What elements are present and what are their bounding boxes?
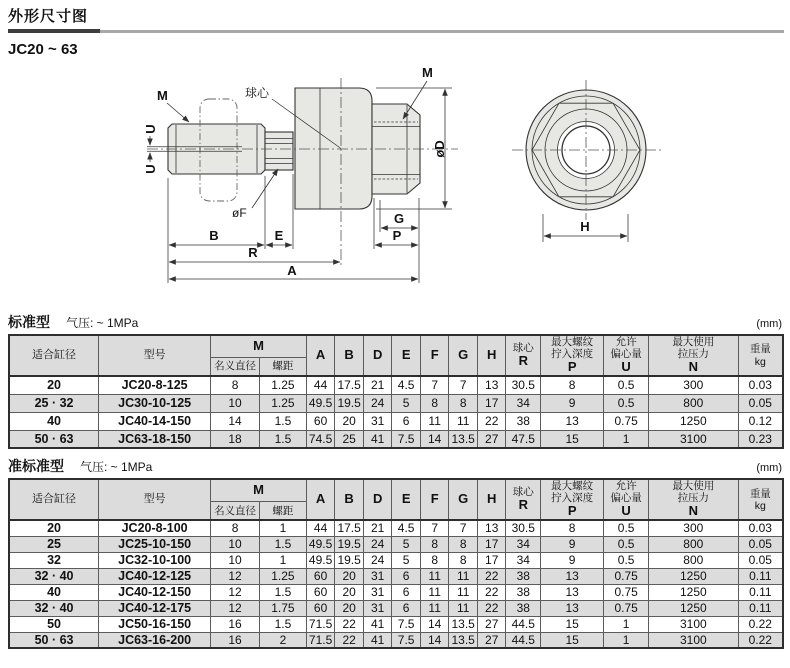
cell-ball-r: 47.5 [506,430,541,448]
cell-a: 44 [306,520,335,536]
cell-g: 13.5 [449,430,478,448]
cell-a: 49.5 [306,552,335,568]
cell-d: 21 [363,376,392,394]
cell-m-pitch: 1.25 [260,376,307,394]
cell-d: 41 [363,632,392,648]
col-header-h: H [477,479,506,520]
cell-b: 20 [335,584,364,600]
cell-f: 11 [420,568,449,584]
cell-ball-r: 38 [506,568,541,584]
cell-b: 19.5 [335,536,364,552]
cell-bore: 32 · 40 [9,568,99,584]
cell-u: 0.75 [604,584,649,600]
standard-table [8,334,784,449]
cell-bore: 50 [9,616,99,632]
col-header-weight: 重量 kg [738,479,783,520]
cell-p: 13 [541,568,604,584]
col-header-f: F [420,479,449,520]
cell-ball-r: 38 [506,412,541,430]
table-row [9,568,783,584]
cell-weight: 0.11 [738,568,783,584]
cell-a: 44 [306,376,335,394]
cell-m-pitch: 1 [260,520,307,536]
col-header-a: A [306,479,335,520]
cell-h: 27 [477,616,506,632]
cell-e: 6 [392,600,421,616]
cell-b: 20 [335,600,364,616]
cell-m-nominal: 12 [211,568,260,584]
col-header-f: F [420,335,449,376]
col-header-ball-r: 球心 R [506,479,541,520]
cell-m-nominal: 16 [211,632,260,648]
series-title: JC20 ~ 63 [8,41,78,58]
cell-weight: 0.22 [738,632,783,648]
cell-n: 800 [649,552,739,568]
cell-bore: 25 · 32 [9,394,99,412]
cell-e: 6 [392,412,421,430]
cell-g: 13.5 [449,632,478,648]
cell-bore: 32 [9,552,99,568]
semi-standard-table-section [0,456,790,649]
cell-m-nominal: 10 [211,394,260,412]
cell-f: 11 [420,584,449,600]
cell-u: 1 [604,632,649,648]
title-rule-light [100,30,784,33]
cell-e: 5 [392,394,421,412]
cell-model: JC40-12-125 [99,568,211,584]
cell-n: 800 [649,536,739,552]
cell-model: JC25-10-150 [99,536,211,552]
semi-standard-table-pressure: 气压: ~ 1MPa [80,460,153,475]
cell-ball-r: 44.5 [506,632,541,648]
cell-p: 9 [541,394,604,412]
cell-m-nominal: 10 [211,552,260,568]
cell-ball-r: 30.5 [506,376,541,394]
col-header-b: B [335,479,364,520]
cell-m-pitch: 1.5 [260,616,307,632]
cell-weight: 0.11 [738,600,783,616]
dim-label-dia-f: øF [232,206,247,220]
col-header-m-pitch: 螺距 [260,357,307,376]
cell-p: 13 [541,412,604,430]
cell-e: 4.5 [392,376,421,394]
cell-n: 300 [649,376,739,394]
cell-f: 14 [420,632,449,648]
cell-m-nominal: 10 [211,536,260,552]
cell-e: 7.5 [392,430,421,448]
cell-m-pitch: 1.5 [260,536,307,552]
table-row [9,520,783,536]
cell-e: 4.5 [392,520,421,536]
cell-f: 14 [420,430,449,448]
cell-d: 21 [363,520,392,536]
cell-g: 11 [449,584,478,600]
cell-f: 8 [420,394,449,412]
col-header-g: G [449,335,478,376]
table-row [9,412,783,430]
dim-label-g: G [393,211,405,226]
cell-weight: 0.05 [738,552,783,568]
cell-bore: 20 [9,520,99,536]
cell-n: 1250 [649,600,739,616]
col-header-model: 型号 [99,479,211,520]
cell-e: 7.5 [392,616,421,632]
cell-e: 7.5 [392,632,421,648]
cell-m-nominal: 14 [211,412,260,430]
cell-d: 24 [363,552,392,568]
col-header-d: D [363,335,392,376]
cell-a: 71.5 [306,616,335,632]
cell-g: 7 [449,520,478,536]
col-header-b: B [335,335,364,376]
cell-model: JC40-14-150 [99,412,211,430]
end-view [512,80,662,242]
dim-label-h: H [580,219,590,234]
cell-p: 8 [541,376,604,394]
cell-a: 49.5 [306,394,335,412]
cell-a: 60 [306,584,335,600]
col-header-m: M [211,479,307,501]
cell-bore: 50 · 63 [9,632,99,648]
cell-m-nominal: 8 [211,376,260,394]
cell-d: 31 [363,600,392,616]
cell-model: JC20-8-125 [99,376,211,394]
cell-h: 22 [477,584,506,600]
cell-m-pitch: 2 [260,632,307,648]
semi-standard-table-header [8,456,784,476]
cell-bore: 40 [9,412,99,430]
ball-center-label: 球心 [245,86,270,100]
cell-g: 8 [449,394,478,412]
cell-m-pitch: 1 [260,552,307,568]
cell-f: 7 [420,376,449,394]
cell-ball-r: 34 [506,394,541,412]
cell-d: 41 [363,430,392,448]
standard-table-title: 标准型 [8,314,50,330]
table-row [9,536,783,552]
dim-label-m-left: M [157,88,168,103]
cell-p: 15 [541,430,604,448]
cell-f: 14 [420,616,449,632]
semi-standard-table-title: 准标准型 [8,458,64,475]
col-header-bore: 适合缸径 [9,335,99,376]
col-header-e: E [392,335,421,376]
cell-h: 13 [477,520,506,536]
cell-m-nominal: 12 [211,600,260,616]
cell-n: 3100 [649,616,739,632]
cell-p: 9 [541,536,604,552]
title-rule-dark [8,29,100,33]
cell-h: 22 [477,568,506,584]
cell-p: 15 [541,616,604,632]
table-row [9,430,783,448]
cell-n: 300 [649,520,739,536]
cell-u: 0.5 [604,520,649,536]
cell-g: 11 [449,568,478,584]
cell-f: 11 [420,412,449,430]
cell-b: 22 [335,632,364,648]
cell-u: 0.5 [604,552,649,568]
table-row [9,552,783,568]
col-header-m-nominal: 名义直径 [211,357,260,376]
cell-ball-r: 44.5 [506,616,541,632]
cell-model: JC50-16-150 [99,616,211,632]
page-header [0,0,790,58]
cell-bore: 32 · 40 [9,600,99,616]
cell-n: 1250 [649,412,739,430]
cell-e: 5 [392,536,421,552]
cell-m-pitch: 1.75 [260,600,307,616]
cell-model: JC20-8-100 [99,520,211,536]
dim-label-r: R [248,245,258,260]
col-header-p: 最大螺纹 拧入深度 P [541,335,604,376]
cell-u: 0.5 [604,536,649,552]
cell-model: JC40-12-175 [99,600,211,616]
cell-weight: 0.22 [738,616,783,632]
cell-model: JC40-12-150 [99,584,211,600]
cell-d: 31 [363,568,392,584]
cell-weight: 0.03 [738,376,783,394]
col-header-ball-r: 球心 R [506,335,541,376]
dim-label-m-right: M [422,65,433,80]
cell-h: 22 [477,412,506,430]
dimension-drawing-svg [0,58,790,310]
cell-bore: 25 [9,536,99,552]
table-row [9,632,783,648]
cell-weight: 0.11 [738,584,783,600]
col-header-p: 最大螺纹 拧入深度 P [541,479,604,520]
table-row [9,600,783,616]
table-row [9,376,783,394]
dim-label-dia-d: øD [432,140,447,158]
cell-a: 60 [306,568,335,584]
cell-m-pitch: 1.25 [260,568,307,584]
cell-n: 1250 [649,568,739,584]
cell-b: 19.5 [335,394,364,412]
col-header-m-nominal: 名义直径 [211,502,260,521]
title-rule [8,29,784,33]
dim-label-u-top: U [143,124,158,134]
cell-a: 60 [306,600,335,616]
cell-ball-r: 30.5 [506,520,541,536]
cell-weight: 0.12 [738,412,783,430]
cell-u: 1 [604,616,649,632]
col-header-m: M [211,335,307,357]
cell-g: 8 [449,536,478,552]
cell-b: 25 [335,430,364,448]
cell-f: 7 [420,520,449,536]
cell-model: JC63-16-200 [99,632,211,648]
dim-label-p: P [392,228,402,243]
cell-g: 11 [449,412,478,430]
cell-b: 17.5 [335,520,364,536]
cell-p: 8 [541,520,604,536]
cell-h: 27 [477,632,506,648]
cell-m-nominal: 18 [211,430,260,448]
cell-b: 20 [335,568,364,584]
cell-a: 49.5 [306,536,335,552]
cell-m-nominal: 8 [211,520,260,536]
cell-ball-r: 34 [506,552,541,568]
semi-standard-table-unit: (mm) [756,462,782,475]
table-row [9,616,783,632]
cell-a: 60 [306,412,335,430]
cell-h: 22 [477,600,506,616]
col-header-u: 允许 偏心量 U [604,479,649,520]
cell-g: 11 [449,600,478,616]
col-header-m-pitch: 螺距 [260,502,307,521]
standard-table-header [8,312,784,332]
cell-d: 31 [363,412,392,430]
standard-table-section [0,312,790,449]
cell-u: 0.75 [604,568,649,584]
col-header-u: 允许 偏心量 U [604,335,649,376]
cell-p: 9 [541,552,604,568]
standard-table-unit: (mm) [756,318,782,330]
cell-h: 17 [477,536,506,552]
col-header-bore: 适合缸径 [9,479,99,520]
cell-f: 11 [420,600,449,616]
semi-standard-table [8,478,784,649]
cell-model: JC32-10-100 [99,552,211,568]
cell-m-pitch: 1.5 [260,584,307,600]
cell-n: 800 [649,394,739,412]
cell-h: 17 [477,552,506,568]
cell-e: 6 [392,568,421,584]
table-row [9,584,783,600]
cell-bore: 20 [9,376,99,394]
cell-m-nominal: 16 [211,616,260,632]
col-header-g: G [449,479,478,520]
cell-u: 0.5 [604,376,649,394]
cell-n: 3100 [649,632,739,648]
dim-label-e: E [274,228,284,243]
cell-g: 7 [449,376,478,394]
cell-h: 17 [477,394,506,412]
cell-ball-r: 38 [506,600,541,616]
dim-label-u-bottom: U [143,164,158,174]
col-header-d: D [363,479,392,520]
cell-d: 24 [363,394,392,412]
cell-u: 1 [604,430,649,448]
cell-bore: 50 · 63 [9,430,99,448]
col-header-h: H [477,335,506,376]
cell-e: 6 [392,584,421,600]
col-header-weight: 重量 kg [738,335,783,376]
cell-d: 41 [363,616,392,632]
cell-weight: 0.03 [738,520,783,536]
col-header-e: E [392,479,421,520]
cell-weight: 0.23 [738,430,783,448]
cell-g: 13.5 [449,616,478,632]
cell-n: 1250 [649,584,739,600]
cell-m-nominal: 12 [211,584,260,600]
cell-b: 19.5 [335,552,364,568]
cell-u: 0.75 [604,600,649,616]
page-title: 外形尺寸图 [8,8,89,25]
joint-body [295,88,372,209]
cell-p: 13 [541,584,604,600]
cell-g: 8 [449,552,478,568]
cell-p: 13 [541,600,604,616]
cell-weight: 0.05 [738,394,783,412]
cell-h: 27 [477,430,506,448]
cell-d: 24 [363,536,392,552]
cell-h: 13 [477,376,506,394]
cell-u: 0.75 [604,412,649,430]
cell-e: 5 [392,552,421,568]
stem-section [265,132,293,170]
cell-b: 17.5 [335,376,364,394]
col-header-n: 最大使用 拉压力 N [649,479,739,520]
dim-label-a: A [287,263,297,278]
cell-ball-r: 34 [506,536,541,552]
cell-ball-r: 38 [506,584,541,600]
cell-b: 20 [335,412,364,430]
cell-f: 8 [420,536,449,552]
side-view [143,65,458,283]
cell-m-pitch: 1.25 [260,394,307,412]
cell-p: 15 [541,632,604,648]
col-header-n: 最大使用 拉压力 N [649,335,739,376]
cell-u: 0.5 [604,394,649,412]
col-header-model: 型号 [99,335,211,376]
cell-m-pitch: 1.5 [260,412,307,430]
cell-a: 71.5 [306,632,335,648]
cell-d: 31 [363,584,392,600]
cell-f: 8 [420,552,449,568]
col-header-a: A [306,335,335,376]
cell-n: 3100 [649,430,739,448]
cell-weight: 0.05 [738,536,783,552]
cell-model: JC63-18-150 [99,430,211,448]
table-row [9,394,783,412]
cell-b: 22 [335,616,364,632]
dim-label-b: B [209,228,219,243]
dimension-drawing [0,58,790,310]
cell-model: JC30-10-125 [99,394,211,412]
cell-m-pitch: 1.5 [260,430,307,448]
cell-a: 74.5 [306,430,335,448]
cell-bore: 40 [9,584,99,600]
standard-table-pressure: 气压: ~ 1MPa [66,316,139,330]
